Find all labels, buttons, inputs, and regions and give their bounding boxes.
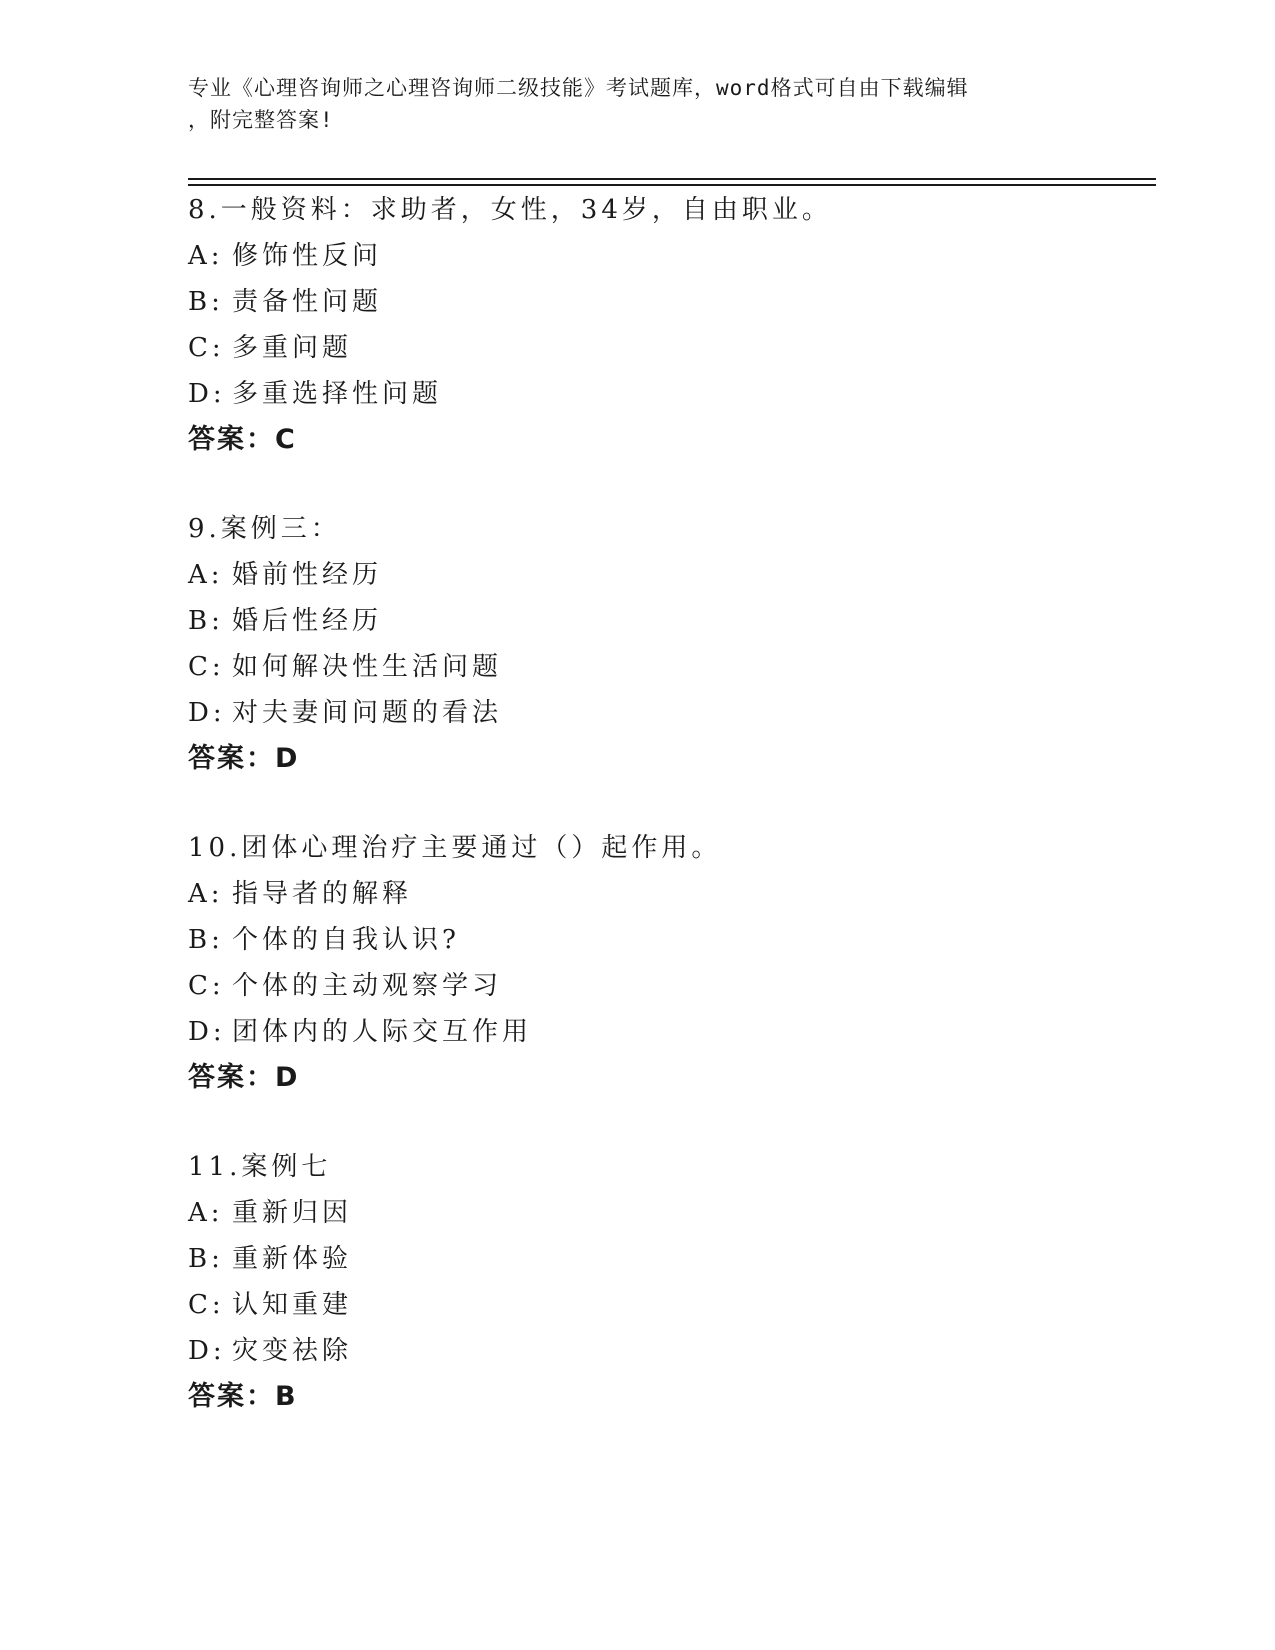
option-text: 团体内的人际交互作用	[232, 1017, 533, 1047]
option-label: D:	[188, 379, 226, 409]
header-divider-top	[188, 178, 1156, 180]
option-text: 如何解决性生活问题	[232, 652, 503, 682]
option-label: D:	[188, 1336, 226, 1366]
option-a	[188, 871, 1148, 917]
option-d	[188, 371, 1148, 417]
answer-line: 答案：C	[188, 424, 297, 455]
option-text: 修饰性反问	[232, 241, 383, 271]
option-label: A:	[188, 560, 224, 590]
option-label: B:	[188, 925, 224, 955]
option-text: 灾变祛除	[232, 1336, 353, 1366]
option-b	[188, 598, 1148, 644]
option-label: C:	[188, 652, 225, 682]
option-text: 重新体验	[232, 1244, 353, 1274]
option-label: D:	[188, 698, 226, 728]
option-label: C:	[188, 1290, 225, 1320]
answer-line: 答案：D	[188, 743, 300, 774]
option-label: A:	[188, 1198, 224, 1228]
option-text: 婚后性经历	[232, 606, 383, 636]
option-label: C:	[188, 333, 225, 363]
option-text: 指导者的解释	[232, 879, 413, 909]
option-d	[188, 1009, 1148, 1055]
question-stem: 10.团体心理治疗主要通过（）起作用。	[188, 833, 722, 863]
option-d	[188, 1328, 1148, 1374]
option-label: C:	[188, 971, 225, 1001]
option-text: 对夫妻间问题的看法	[232, 698, 503, 728]
header-line-2: ，附完整答案!	[188, 108, 334, 132]
question-stem: 8.一般资料：求助者，女性，34岁，自由职业。	[188, 195, 832, 225]
option-text: 个体的主动观察学习	[232, 971, 503, 1001]
option-b	[188, 1236, 1148, 1282]
option-d	[188, 690, 1148, 736]
option-text: 认知重建	[232, 1290, 353, 1320]
option-label: B:	[188, 287, 224, 317]
header-line-1: 专业《心理咨询师之心理咨询师二级技能》考试题库，word格式可自由下载编辑	[188, 76, 969, 100]
option-a	[188, 1190, 1148, 1236]
option-c	[188, 644, 1148, 690]
option-b	[188, 917, 1148, 963]
option-a	[188, 552, 1148, 598]
header-divider-bottom	[188, 184, 1156, 186]
option-label: B:	[188, 606, 224, 636]
question-block	[188, 1144, 1148, 1420]
option-text: 重新归因	[232, 1198, 353, 1228]
question-block	[188, 187, 1148, 463]
option-label: D:	[188, 1017, 226, 1047]
option-text: 责备性问题	[232, 287, 383, 317]
option-c	[188, 1282, 1148, 1328]
answer-line: 答案：B	[188, 1381, 298, 1412]
option-label: A:	[188, 879, 224, 909]
document-header	[188, 72, 1088, 136]
option-c	[188, 325, 1148, 371]
question-stem: 9.案例三：	[188, 514, 341, 544]
option-text: 个体的自我认识?	[232, 925, 460, 955]
question-block	[188, 506, 1148, 782]
option-a	[188, 233, 1148, 279]
option-text: 多重选择性问题	[232, 379, 443, 409]
question-block	[188, 825, 1148, 1101]
option-label: B:	[188, 1244, 224, 1274]
option-text: 婚前性经历	[232, 560, 383, 590]
option-c	[188, 963, 1148, 1009]
option-b	[188, 279, 1148, 325]
answer-line: 答案：D	[188, 1062, 300, 1093]
option-label: A:	[188, 241, 224, 271]
option-text: 多重问题	[232, 333, 353, 363]
question-stem: 11.案例七	[188, 1152, 332, 1182]
